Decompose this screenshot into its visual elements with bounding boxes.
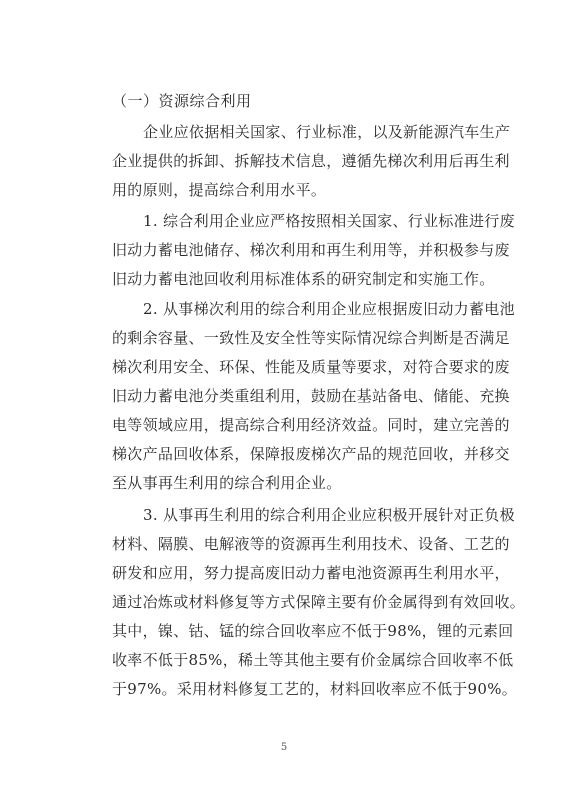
page-number: 5 xyxy=(280,742,288,753)
paragraph-line: 旧动力蓄电池分类重组利用，鼓励在基站备电、储能、充换 xyxy=(112,387,510,405)
paragraph-line: 用的原则，提高综合利用水平。 xyxy=(112,181,327,199)
paragraph-line: 3. 从事再生利用的综合利用企业应积极开展针对正负极 xyxy=(143,506,515,524)
paragraph-line: 旧动力蓄电池储存、梯次利用和再生利用等，并积极参与废 xyxy=(112,241,510,259)
paragraph-line: 收率不低于85%，稀土等其他主要有价金属综合回收率不低 xyxy=(112,651,514,669)
paragraph-line: 梯次利用安全、环保、性能及质量等要求，对符合要求的废 xyxy=(112,358,510,376)
paragraph-line: 梯次产品回收体系，保障报废梯次产品的规范回收，并移交 xyxy=(112,445,510,463)
paragraph-line: 旧动力蓄电池回收利用标准体系的研究制定和实施工作。 xyxy=(112,270,495,288)
paragraph-line: 于97%。采用材料修复工艺的，材料回收率应不低于90%。 xyxy=(112,680,518,698)
paragraph-line: 材料、隔膜、电解液等的资源再生利用技术、设备、工艺的 xyxy=(112,535,510,553)
section-heading: （一）资源综合利用 xyxy=(112,92,252,110)
paragraph-line: 1. 综合利用企业应严格按照相关国家、行业标准进行废 xyxy=(143,212,515,230)
paragraph-line: 至从事再生利用的综合利用企业。 xyxy=(112,474,342,492)
paragraph-line: 2. 从事梯次利用的综合利用企业应根据废旧动力蓄电池 xyxy=(143,300,515,318)
paragraph-line: 企业应依据相关国家、行业标准，以及新能源汽车生产 xyxy=(143,123,511,141)
paragraph-line: 研发和应用，努力提高废旧动力蓄电池资源再生利用水平， xyxy=(112,564,510,582)
paragraph-line: 的剩余容量、一致性及安全性等实际情况综合判断是否满足 xyxy=(112,329,510,347)
paragraph-line: 其中，镍、钴、锰的综合回收率应不低于98%，锂的元素回 xyxy=(112,622,514,640)
paragraph-line: 电等领域应用，提高综合利用经济效益。同时，建立完善的 xyxy=(112,416,510,434)
paragraph-line: 企业提供的拆卸、拆解技术信息，遵循先梯次利用后再生利 xyxy=(112,152,510,170)
paragraph-line: 通过冶炼或材料修复等方式保障主要有价金属得到有效回收。 xyxy=(112,593,526,611)
